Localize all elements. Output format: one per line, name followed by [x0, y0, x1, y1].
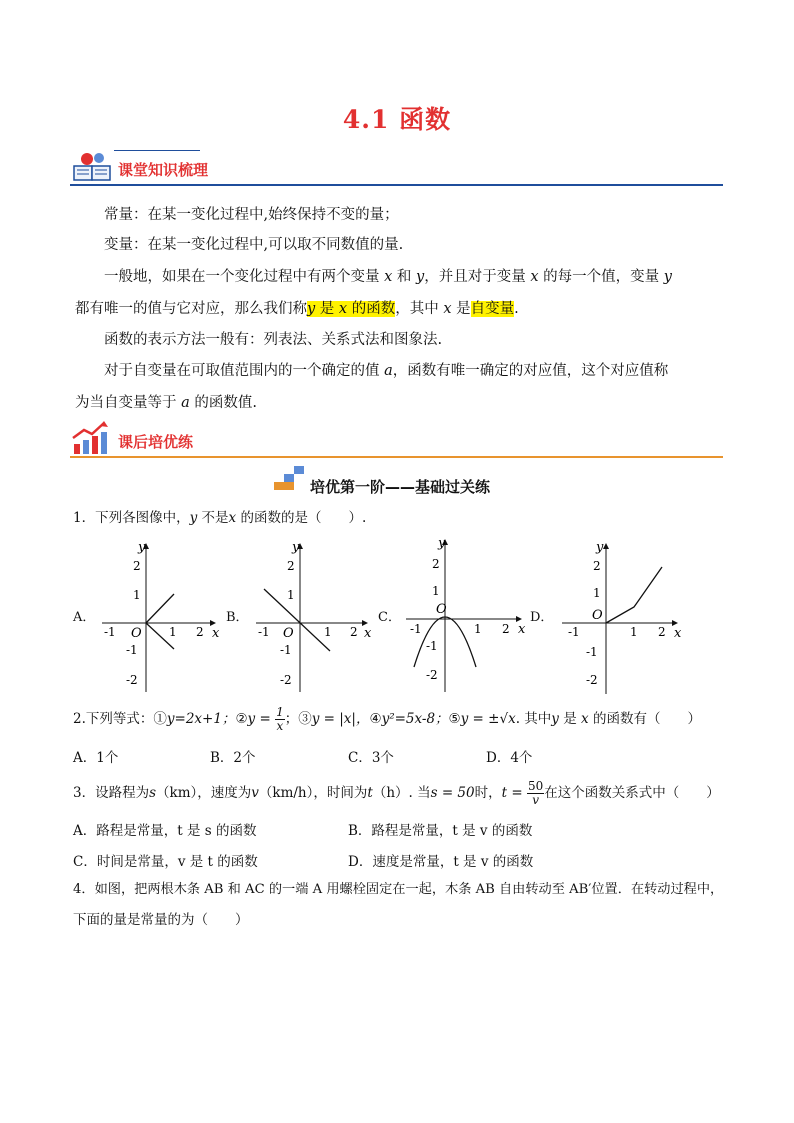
question-4-line1: 4．如图，把两根木条 AB 和 AC 的一端 A 用螺栓固定在一起，木条 AB 自由转动至 AB′位置．在转动过程中，	[73, 882, 724, 897]
option-d-label: D．	[530, 610, 554, 625]
section-rule	[70, 456, 723, 458]
svg-text:1: 1	[432, 584, 440, 598]
option-a-label: A．	[73, 610, 96, 625]
svg-text:2: 2	[432, 557, 440, 571]
svg-text:1: 1	[133, 588, 141, 602]
graph-option-d	[560, 537, 685, 697]
section-header-knowledge	[70, 146, 723, 186]
svg-text:O: O	[283, 626, 294, 641]
svg-text:2: 2	[658, 625, 666, 639]
graph-option-c	[404, 537, 529, 697]
svg-text:1: 1	[630, 625, 638, 639]
highlight-function: y 是 x 的函数	[307, 301, 396, 317]
svg-text:-1: -1	[586, 645, 598, 659]
option-a: A．1个	[73, 750, 119, 766]
svg-text:2: 2	[502, 622, 510, 636]
svg-text:-2: -2	[586, 673, 598, 687]
curve-polyline	[606, 567, 662, 623]
svg-text:O: O	[131, 626, 142, 641]
fraction-fifty-over-v: $\frac{50}{v}$	[527, 779, 544, 807]
question-1-stem: 1．下列各图像中，y 不是x 的函数的是（ ）.	[73, 510, 367, 526]
paragraph-function-value-cont: 为当自变量等于 a 的函数值.	[75, 395, 257, 411]
paragraph-representation: 函数的表示方法一般有：列表法、关系式法和图象法.	[104, 332, 443, 348]
tier-title: 培优第一阶——基础过关练	[310, 478, 491, 496]
question-3-options-row2	[73, 850, 728, 870]
svg-text:y: y	[596, 540, 604, 555]
svg-text:1: 1	[324, 625, 332, 639]
option-c-label: C．	[378, 610, 401, 625]
paragraph-function-def: 一般地，如果在一个变化过程中有两个变量 x 和 y，并且对于变量 x 的每一个值，变量 y	[104, 269, 672, 285]
svg-text:x: x	[674, 626, 682, 641]
svg-text:x: x	[364, 626, 372, 641]
svg-text:-2: -2	[280, 673, 292, 687]
option-d: D．速度是常量，t 是 v 的函数	[348, 854, 534, 870]
option-c: C．时间是常量，v 是 t 的函数	[73, 854, 258, 870]
svg-text:-2: -2	[126, 673, 138, 687]
paragraph-function-def-cont: 都有唯一的值与它对应，那么我们称y 是 x 的函数，其中 x 是自变量.	[75, 301, 519, 317]
graph-option-b	[254, 537, 374, 697]
highlight-independent-variable: 自变量	[470, 301, 515, 317]
svg-text:1: 1	[169, 625, 177, 639]
svg-text:-1: -1	[568, 625, 580, 639]
svg-text:O: O	[592, 608, 603, 623]
svg-text:y: y	[138, 540, 146, 555]
stairs-icon	[272, 466, 308, 492]
option-c: C．3个	[348, 750, 394, 766]
section-header-practice	[70, 418, 723, 458]
svg-text:2: 2	[196, 625, 204, 639]
page-title: 4.1 函数	[342, 105, 452, 134]
svg-text:-1: -1	[280, 643, 292, 657]
question-3-options-row1	[73, 819, 728, 839]
svg-text:-1: -1	[104, 625, 116, 639]
svg-text:-1: -1	[258, 625, 270, 639]
svg-text:2: 2	[350, 625, 358, 639]
svg-text:y: y	[292, 540, 300, 555]
graph-option-a	[100, 537, 220, 697]
section-title: 课堂知识梳理	[118, 161, 209, 179]
bar-chart-arrow-icon	[70, 420, 110, 456]
paragraph-variable: 变量：在某一变化过程中,可以取不同数值的量.	[104, 237, 404, 253]
option-d: D．4个	[486, 750, 533, 766]
svg-text:-2: -2	[426, 668, 438, 682]
curve-upper-branch	[146, 594, 174, 623]
question-2-options	[73, 746, 728, 766]
option-b: B．2个	[210, 750, 256, 766]
svg-text:-1: -1	[126, 643, 138, 657]
question-3-stem: 3．设路程为s（km），速度为v（km/h），时间为t（h）. 当s = 50时，t = $\frac{50}{v}$ 在这个函数关系式中（ ）	[73, 779, 720, 807]
svg-text:-1: -1	[410, 622, 422, 636]
svg-text:1: 1	[593, 586, 601, 600]
svg-text:2: 2	[593, 559, 601, 573]
fraction-one-over-x: $\frac{1}{x}$	[276, 705, 284, 733]
svg-text:-1: -1	[426, 639, 438, 653]
question-2-stem: 2.下列等式：①y=2x+1；②y = $\frac{1}{x}$ ；③y = |x|，④y²=5x-8；⑤y = ±√x. 其中y 是 x 的函数有（ ）	[73, 705, 701, 733]
paragraph-function-value: 对于自变量在可取值范围内的一个确定的值 a，函数有唯一确定的对应值，这个对应值称	[104, 363, 669, 379]
question-4-line2: 下面的量是常量的为（ ）	[73, 912, 249, 928]
option-a: A．路程是常量，t 是 s 的函数	[73, 823, 257, 839]
svg-text:1: 1	[474, 622, 482, 636]
svg-text:x: x	[212, 626, 220, 641]
svg-text:x: x	[518, 622, 526, 637]
option-b: B．路程是常量，t 是 v 的函数	[348, 823, 533, 839]
svg-text:2: 2	[133, 559, 141, 573]
section-rule	[70, 184, 723, 186]
paragraph-constant: 常量：在某一变化过程中,始终保持不变的量；	[104, 207, 399, 223]
svg-text:y: y	[438, 537, 446, 551]
svg-text:1: 1	[287, 588, 295, 602]
open-book-icon	[70, 150, 114, 184]
svg-text:O: O	[436, 602, 447, 617]
section-title: 课后培优练	[118, 433, 194, 451]
option-b-label: B．	[226, 610, 249, 625]
curve-line	[264, 589, 330, 651]
svg-text:2: 2	[287, 559, 295, 573]
